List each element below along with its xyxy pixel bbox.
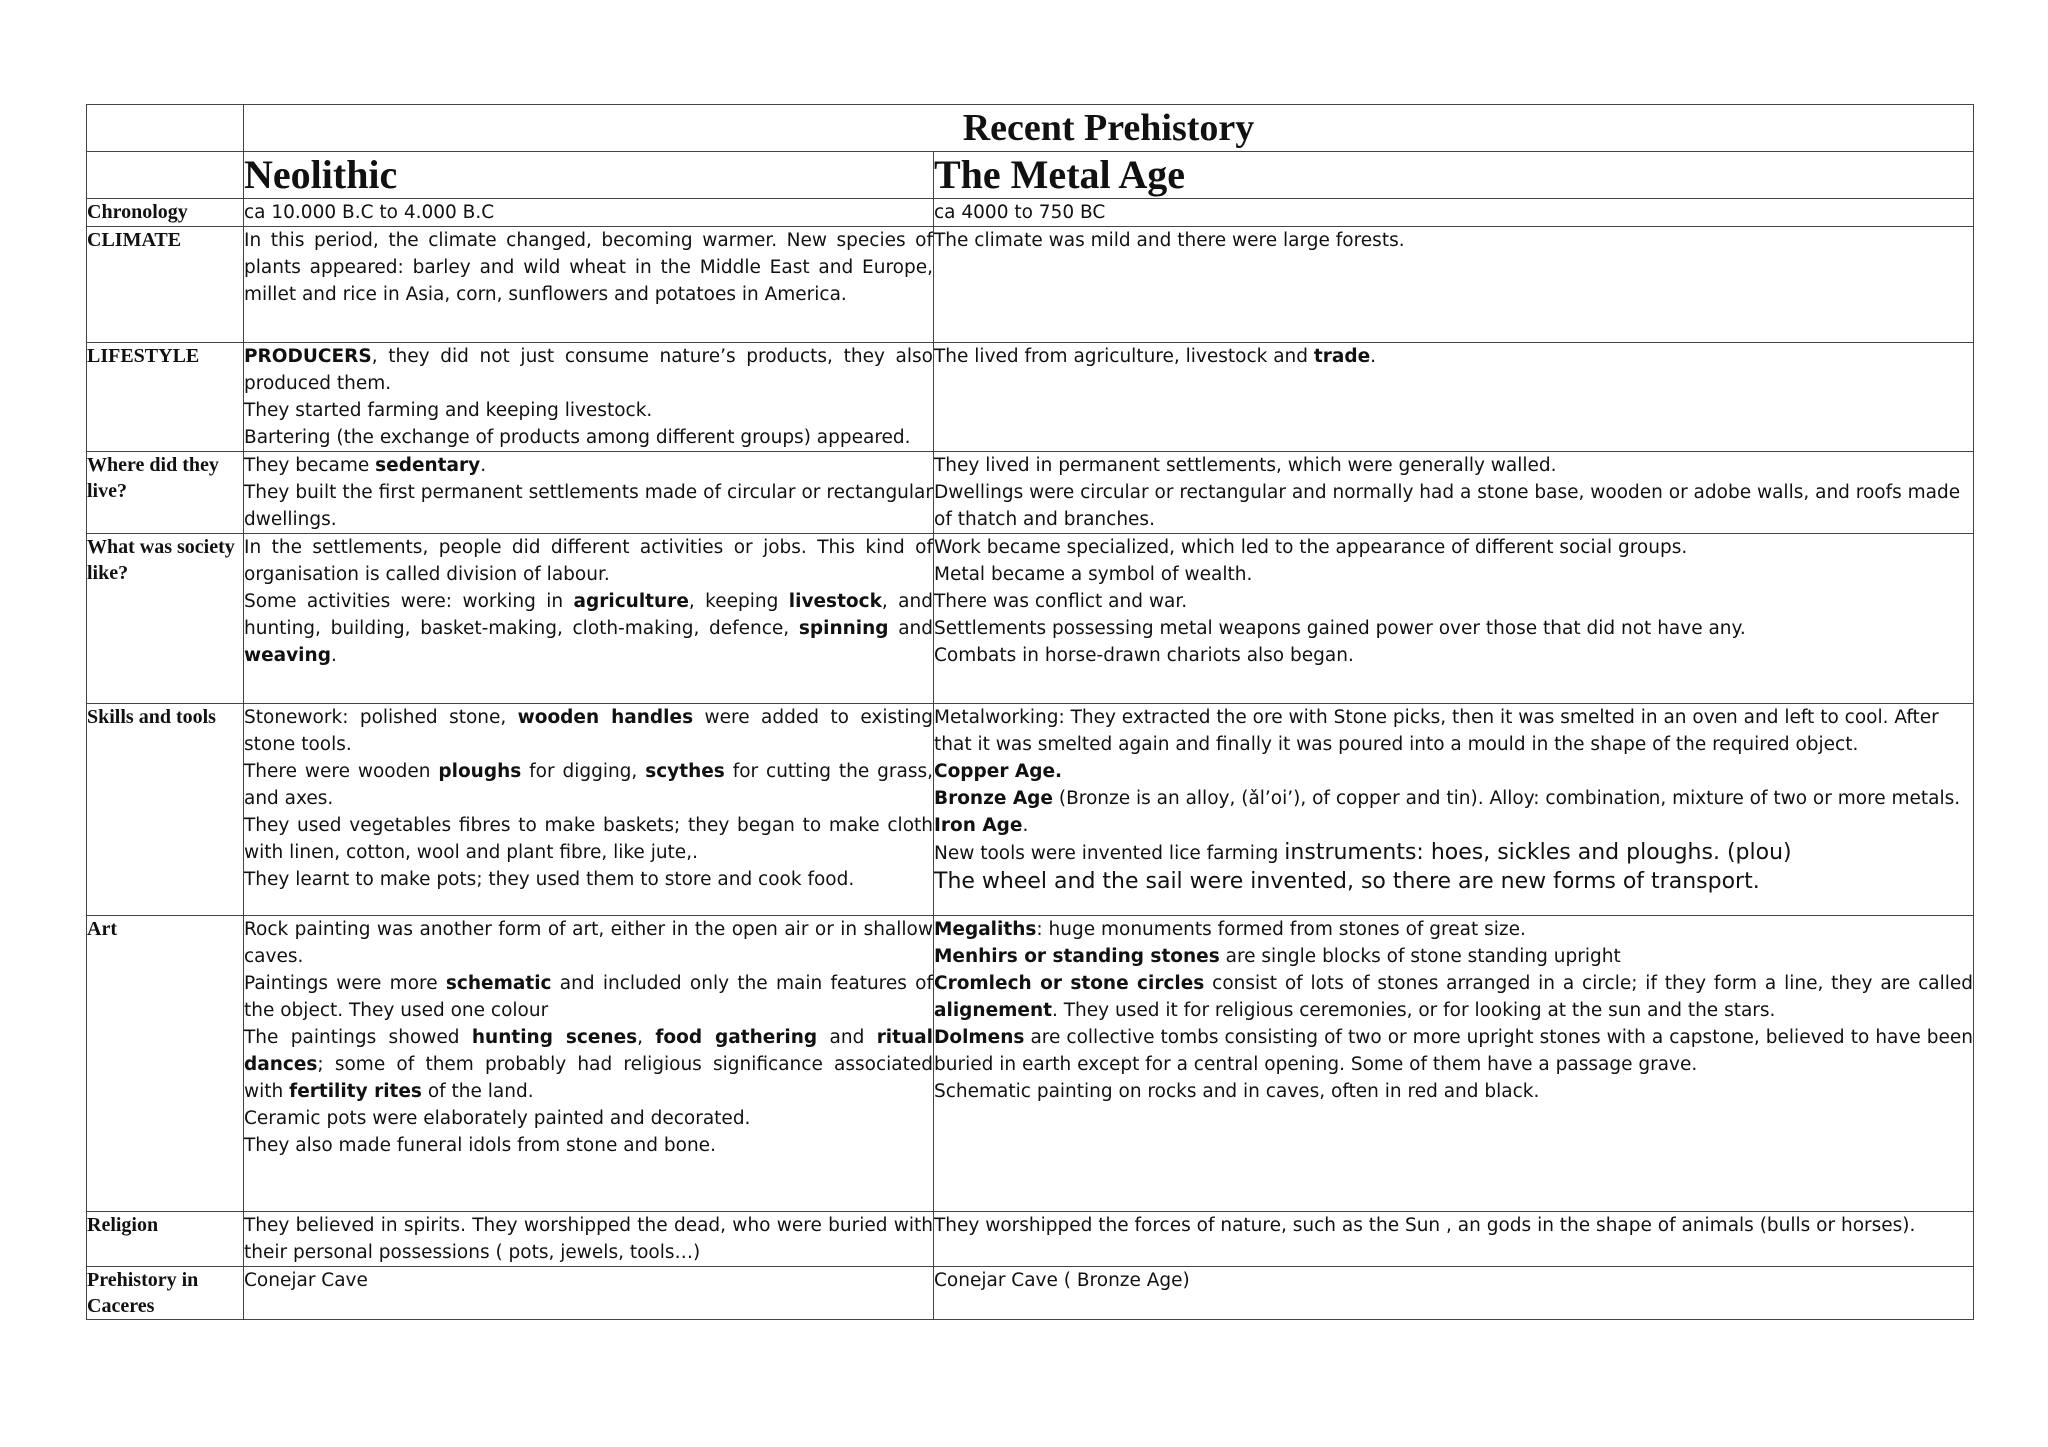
corner-cell (87, 105, 244, 152)
table-row-lifestyle (87, 343, 1974, 452)
text-run: Stonework: polished stone, (244, 707, 518, 728)
title-row (87, 105, 1974, 152)
neolithic-cell (244, 343, 934, 452)
text-run: There was conflict and war. (934, 591, 1188, 612)
text-run: They became (244, 455, 376, 476)
bold-term: livestock (788, 591, 882, 612)
text-run: and included only the main features of the object. They used one colour (244, 973, 934, 1021)
text-run: are collective tombs consisting of two or more upright stones with a capstone, believed to have been buried in earth except for a central opening. Some of them have a passage grave. (934, 1027, 1973, 1075)
bold-term: ritual dances (244, 1027, 933, 1075)
table-row-prehistory-in-caceres (87, 1267, 1974, 1320)
metal-age-cell (934, 704, 1974, 916)
metal-age-cell (934, 1212, 1974, 1267)
text-run: for cutting the grass, and axes. (244, 761, 934, 809)
cell-paragraph (934, 343, 1973, 370)
cell-paragraph (244, 588, 933, 669)
cell-paragraph (244, 1024, 933, 1105)
cell-paragraph (244, 452, 933, 479)
text-run: . (480, 455, 487, 476)
row-label: Chronology (87, 199, 244, 227)
bold-term: agriculture (573, 591, 689, 612)
text-run: : huge monuments formed from stones of great size. (1036, 919, 1526, 940)
cell-paragraph (934, 916, 1973, 943)
text-run: Bartering (the exchange of products among different groups) appeared. (244, 427, 911, 448)
row-label: Skills and tools (87, 704, 244, 916)
table-row-skills-and-tools (87, 704, 1974, 916)
cell-paragraph (244, 479, 933, 533)
cell-paragraph (934, 534, 1973, 561)
text-run: were added to existing stone tools. (244, 707, 933, 755)
neolithic-cell (244, 227, 934, 343)
text-run: ca 10.000 B.C to 4.000 B.C (244, 202, 495, 223)
cell-paragraph (934, 588, 1973, 615)
cell-paragraph (244, 227, 933, 308)
row-label: Art (87, 916, 244, 1212)
bold-term: wooden handles (517, 707, 694, 728)
text-run: Metal became a symbol of wealth. (934, 564, 1253, 585)
text-run: There were wooden (244, 761, 439, 782)
column-header-row (87, 152, 1974, 199)
table-row-where-did-they-live (87, 452, 1974, 534)
cell-paragraph (244, 916, 933, 970)
bold-term: hunting scenes (471, 1027, 638, 1048)
bold-term: trade (1313, 346, 1371, 367)
text-run: , they did not just consume nature’s products, they also produced them. (244, 346, 933, 394)
metal-age-cell (934, 343, 1974, 452)
cell-paragraph (244, 199, 933, 226)
text-run: Work became specialized, which led to the appearance of different social groups. (934, 537, 1688, 558)
text-run: Conejar Cave ( Bronze Age) (934, 1270, 1190, 1291)
text-run: . (1022, 815, 1029, 836)
bold-term: food gathering (655, 1027, 818, 1048)
bold-term: fertility rites (289, 1081, 422, 1102)
cell-paragraph (934, 970, 1973, 1024)
text-run: Paintings were more (244, 973, 446, 994)
bold-term: Dolmens (934, 1027, 1025, 1048)
column-header-metal-age: The Metal Age (934, 152, 1974, 199)
text-run: They also made funeral idols from stone and bone. (244, 1135, 716, 1156)
text-run: The climate was mild and there were large forests. (934, 230, 1405, 251)
text-run: Metalworking: They extracted the ore with Stone picks, then it was smelted in an oven and left to cool. After that it was smelted again and finally it was poured into a mould in the shape of the required object. (934, 707, 1939, 755)
text-run: They learnt to make pots; they used them to store and cook food. (244, 869, 855, 890)
text-run: In the settlements, people did different activities or jobs. This kind of organisation is called division of labour. (244, 537, 933, 585)
text-run: The paintings showed (244, 1027, 472, 1048)
table-row-climate (87, 227, 1974, 343)
corner-cell (87, 152, 244, 199)
metal-age-cell (934, 916, 1974, 1212)
text-run: (Bronze is an alloy, (ǎl’oi’), of copper and tin). Alloy: combination, mixture of two or more metals. (1052, 788, 1961, 809)
bold-term: alignement (934, 1000, 1052, 1021)
text-run: Schematic painting on rocks and in caves, often in red and black. (934, 1081, 1540, 1102)
text-run: The wheel and the sail were invented, so there are new forms of transport. (934, 869, 1760, 894)
text-run: instruments: hoes, sickles and ploughs. (plou) (1284, 840, 1792, 865)
bold-term: scythes (645, 761, 725, 782)
text-run: . They used it for religious ceremonies, or for looking at the sun and the stars. (1051, 1000, 1776, 1021)
text-run: . (330, 645, 337, 666)
text-run: Some activities were: working in (244, 591, 574, 612)
neolithic-cell (244, 1212, 934, 1267)
text-run: They lived in permanent settlements, which were generally walled. (934, 455, 1557, 476)
bold-term: weaving (244, 645, 331, 666)
column-header-neolithic: Neolithic (244, 152, 934, 199)
text-run: Combats in horse-drawn chariots also began. (934, 645, 1354, 666)
cell-paragraph (934, 1267, 1973, 1294)
cell-paragraph (244, 424, 933, 451)
table-title: Recent Prehistory (244, 105, 1974, 152)
text-run: and (888, 618, 934, 639)
cell-paragraph (244, 1267, 933, 1294)
cell-paragraph (934, 943, 1973, 970)
text-run: They started farming and keeping livestock. (244, 400, 653, 421)
cell-paragraph (244, 397, 933, 424)
cell-paragraph (934, 704, 1973, 758)
neolithic-cell (244, 704, 934, 916)
text-run: , keeping (688, 591, 789, 612)
text-run: , (637, 1027, 656, 1048)
row-label: CLIMATE (87, 227, 244, 343)
neolithic-cell (244, 1267, 934, 1320)
cell-paragraph (934, 785, 1973, 812)
neolithic-cell (244, 199, 934, 227)
row-label: Where did they live? (87, 452, 244, 534)
text-run: They used vegetables fibres to make baskets; they began to make cloth with linen, cotton, wool and plant fibre, like jute,. (244, 815, 933, 863)
text-run: Rock painting was another form of art, either in the open air or in shallow caves. (244, 919, 933, 967)
text-run: of the land. (421, 1081, 534, 1102)
bold-term: schematic (445, 973, 552, 994)
neolithic-cell (244, 916, 934, 1212)
cell-paragraph (934, 1078, 1973, 1105)
text-run: Dwellings were circular or rectangular and normally had a stone base, wooden or adobe walls, and roofs made of thatch and branches. (934, 482, 1961, 530)
text-run: New tools were invented lice farming (934, 843, 1285, 864)
row-label: Religion (87, 1212, 244, 1267)
bold-term: Copper Age. (934, 761, 1063, 782)
metal-age-cell (934, 534, 1974, 704)
text-run: They believed in spirits. They worshipped the dead, who were buried with their personal possessions ( pots, jewels, tools…) (244, 1215, 933, 1263)
cell-paragraph (244, 812, 933, 866)
bold-term: sedentary (375, 455, 481, 476)
cell-paragraph (934, 1212, 1973, 1239)
text-run: They built the first permanent settlements made of circular or rectangular dwellings. (244, 482, 933, 530)
bold-term: Bronze Age (934, 788, 1053, 809)
cell-paragraph (244, 343, 933, 397)
cell-paragraph (244, 704, 933, 758)
text-run: for digging, (521, 761, 646, 782)
cell-paragraph (934, 839, 1973, 867)
table-row-art (87, 916, 1974, 1212)
cell-paragraph (244, 866, 933, 893)
cell-paragraph (934, 867, 1973, 897)
bold-term: Iron Age (934, 815, 1023, 836)
neolithic-cell (244, 534, 934, 704)
cell-paragraph (244, 534, 933, 588)
bold-term: Menhirs or standing stones (934, 946, 1220, 967)
bold-term: ploughs (438, 761, 522, 782)
cell-paragraph (934, 479, 1973, 533)
cell-paragraph (244, 1105, 933, 1132)
text-run: Ceramic pots were elaborately painted and decorated. (244, 1108, 751, 1129)
bold-term: PRODUCERS (244, 346, 372, 367)
cell-paragraph (934, 227, 1973, 254)
row-label: LIFESTYLE (87, 343, 244, 452)
cell-paragraph (934, 615, 1973, 642)
text-run: Conejar Cave (244, 1270, 368, 1291)
text-run: , and hunting, building, basket-making, cloth-making, defence, (244, 591, 933, 639)
row-label: Prehistory in Caceres (87, 1267, 244, 1320)
text-run: ; some of them probably had religious significance associated with (244, 1054, 933, 1102)
cell-paragraph (934, 199, 1973, 226)
row-label: What was society like? (87, 534, 244, 704)
metal-age-cell (934, 227, 1974, 343)
cell-paragraph (934, 561, 1973, 588)
table-row-what-was-society-like (87, 534, 1974, 704)
bold-term: spinning (798, 618, 889, 639)
cell-paragraph (244, 1132, 933, 1159)
neolithic-cell (244, 452, 934, 534)
text-run: They worshipped the forces of nature, such as the Sun , an gods in the shape of animals (bulls or horses). (934, 1215, 1916, 1236)
metal-age-cell (934, 199, 1974, 227)
cell-paragraph (934, 758, 1973, 785)
bold-term: Megaliths (934, 919, 1037, 940)
cell-paragraph (934, 812, 1973, 839)
bold-term: Cromlech or stone circles (934, 973, 1205, 994)
text-run: and (817, 1027, 877, 1048)
cell-paragraph (934, 452, 1973, 479)
text-run: consist of lots of stones arranged in a circle; if they form a line, they are called (1204, 973, 1973, 994)
cell-paragraph (244, 758, 933, 812)
prehistory-table (86, 104, 1974, 1320)
table-row-chronology (87, 199, 1974, 227)
metal-age-cell (934, 452, 1974, 534)
text-run: Settlements possessing metal weapons gained power over those that did not have any. (934, 618, 1746, 639)
cell-paragraph (934, 1024, 1973, 1078)
text-run: In this period, the climate changed, becoming warmer. New species of plants appeared: barley and wild wheat in the Middle East and Europe, millet and rice in Asia, corn, sunflowers and potatoes in America. (244, 230, 933, 305)
cell-paragraph (244, 970, 933, 1024)
text-run: The lived from agriculture, livestock and (934, 346, 1314, 367)
text-run: are single blocks of stone standing upright (1219, 946, 1621, 967)
table-row-religion (87, 1212, 1974, 1267)
text-run: . (1370, 346, 1377, 367)
cell-paragraph (934, 642, 1973, 669)
cell-paragraph (244, 1212, 933, 1266)
text-run: ca 4000 to 750 BC (934, 202, 1106, 223)
metal-age-cell (934, 1267, 1974, 1320)
